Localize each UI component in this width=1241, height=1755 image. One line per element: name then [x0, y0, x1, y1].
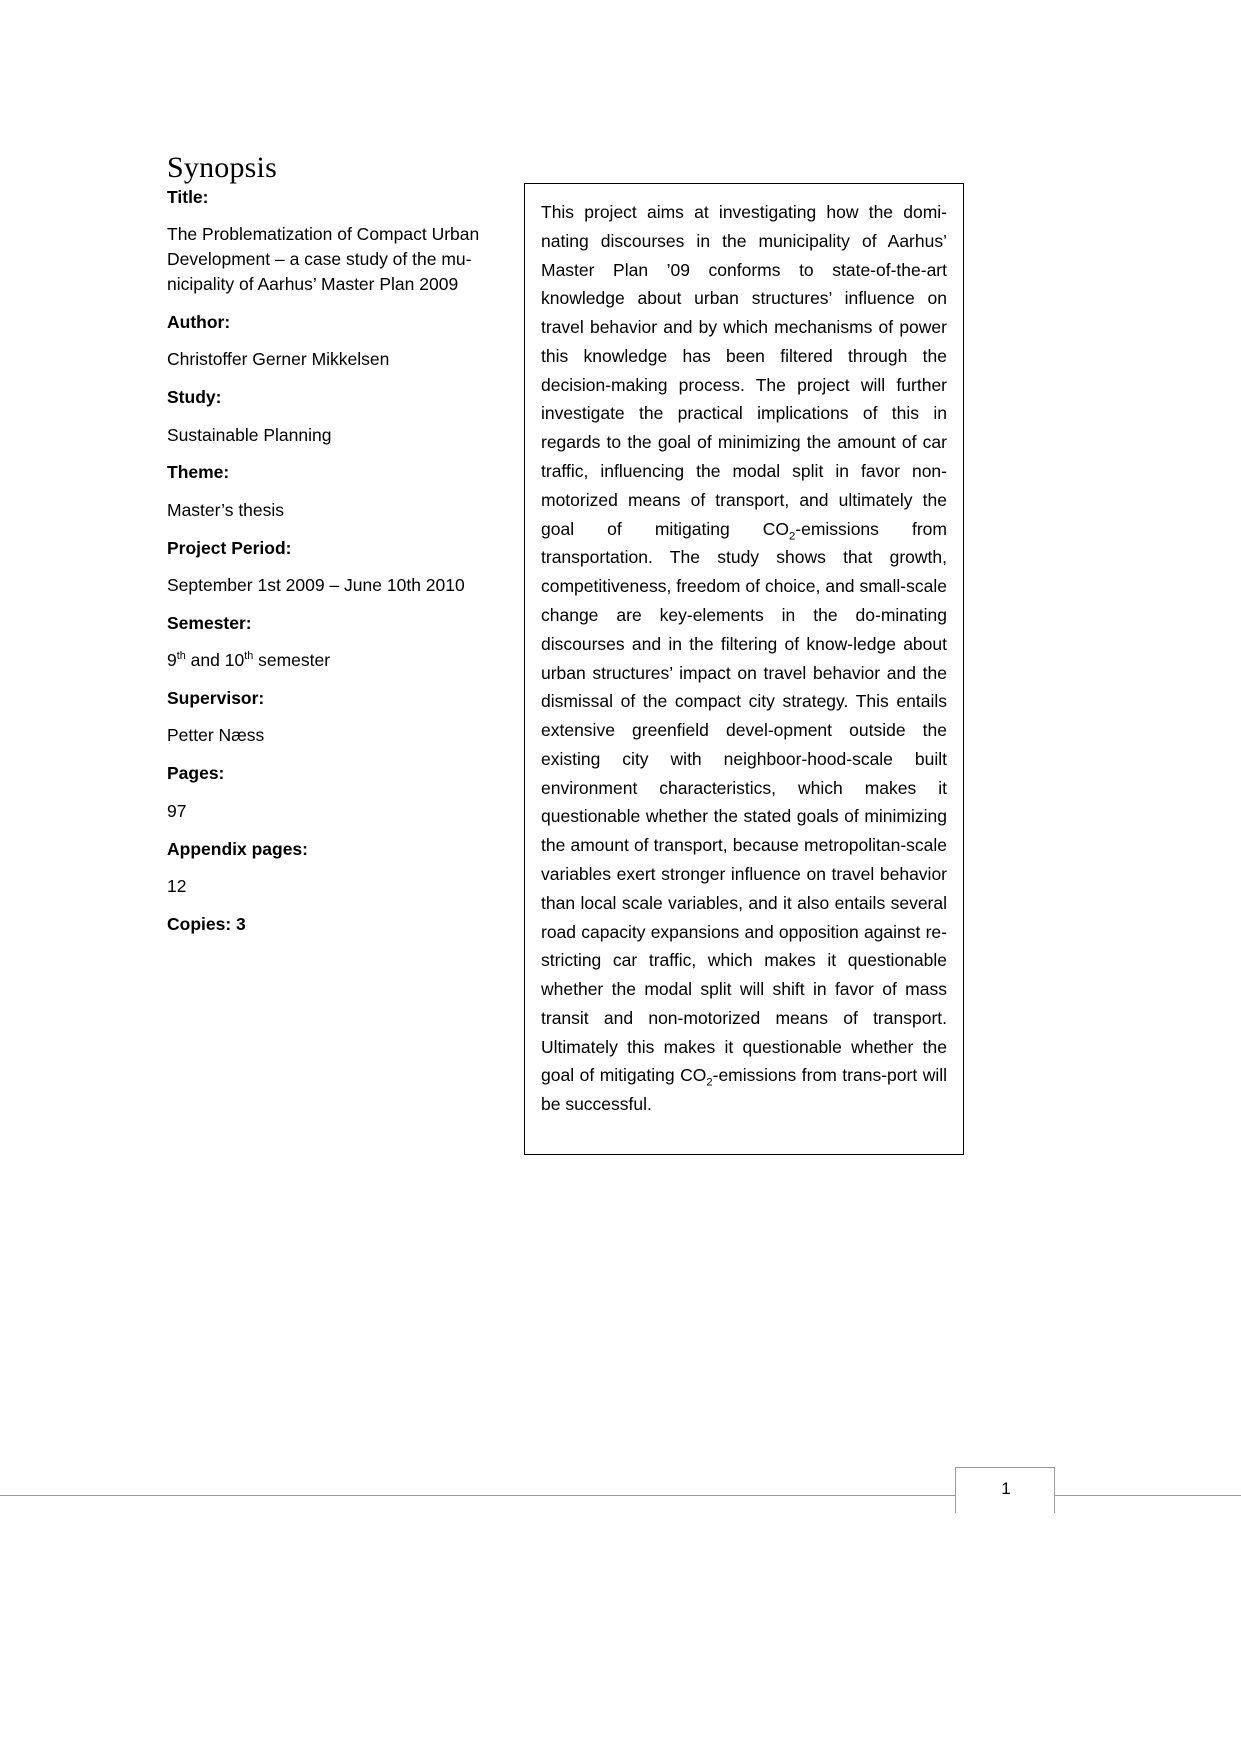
metadata-label-appendix-pages: Appendix pages:	[167, 838, 308, 859]
semester-first-suffix: th	[176, 650, 186, 663]
page-number: 1	[1001, 1479, 1011, 1498]
semester-second-number: 10	[224, 650, 245, 671]
co2-subscript-1: 2	[789, 530, 796, 543]
metadata-label-semester: Semester:	[167, 612, 252, 633]
metadata-value-supervisor: Petter Næss	[167, 725, 265, 746]
abstract-text	[541, 198, 947, 1119]
abstract-inner	[525, 184, 963, 1129]
abstract-segment-2: -emissions from transportation. The study shows that growth, competitiveness, freedom of choice, and small-scale change are key-elements in the do-minating discourses and in the filtering of know-ledge about urban structures’ impact on travel behavior and the dismissal of the compact city strategy. This entails extensive greenfield devel-opment outside the existing city with neighboor-hood-scale built environment characteristics, which makes it questionable whether the stated goals of minimizing the amount of transport, because metropolitan-scale variables exert stronger influence on travel behavior than local scale variables, and it also entails several road capacity expansions and opposition against re-stricting car traffic, which makes it questionable whether the modal split will shift in favor of mass transit and non-motorized means of transport. Ultimately this makes it questionable whether the goal of mitigating CO	[541, 518, 947, 1086]
metadata-value-appendix-pages: 12	[167, 875, 187, 896]
metadata-label-title: Title:	[167, 187, 209, 207]
metadata-value-project-period: September 1st 2009 – June 10th 2010	[167, 575, 465, 596]
footer-divider-left	[0, 1495, 1010, 1496]
metadata-value-study: Sustainable Planning	[167, 424, 332, 445]
metadata-label-supervisor: Supervisor:	[167, 688, 265, 709]
metadata-label-study: Study:	[167, 387, 222, 408]
semester-middle: and	[185, 650, 225, 671]
metadata-copies: Copies: 3	[167, 913, 246, 934]
footer-divider-right	[1055, 1495, 1241, 1496]
metadata-column	[167, 186, 503, 949]
metadata-label-pages: Pages:	[167, 763, 225, 784]
metadata-value-semester	[167, 648, 503, 673]
semester-second-suffix: th	[244, 650, 254, 663]
abstract-segment-1: This project aims at investigating how the domi-nating discourses in the municipality of Aarhus’ Master Plan ’09 conforms to state-of-the-art knowledge about urban structures’ influence on travel behavior and by which mechanisms of power this knowledge has been filtered through the decision-making process. The project will further investigate the practical implications of this in regards to the goal of minimizing the amount of car traffic, influencing the modal split in favor non-motorized means of transport, and ultimately the goal of mitigating CO	[541, 202, 947, 539]
metadata-value-pages: 97	[167, 800, 187, 821]
semester-first-number: 9	[167, 650, 177, 671]
semester-tail: semester	[253, 650, 331, 671]
metadata-label-theme: Theme:	[167, 462, 230, 483]
metadata-value-author: Christoffer Gerner Mikkelsen	[167, 349, 390, 370]
metadata-value-title	[167, 222, 503, 297]
metadata-label-author: Author:	[167, 311, 231, 332]
page-title: Synopsis	[167, 151, 277, 185]
page-number-box	[955, 1467, 1055, 1513]
title-line-2: Development – a case study of the mu-	[167, 249, 472, 270]
title-line-1: The Problematization of Compact Urban	[167, 224, 480, 245]
metadata-value-theme: Master’s thesis	[167, 499, 285, 520]
title-line-3: nicipality of Aarhus’ Master Plan 2009	[167, 274, 459, 295]
abstract-box	[524, 183, 964, 1155]
metadata-label-project-period: Project Period:	[167, 537, 292, 558]
co2-subscript-2: 2	[706, 1076, 713, 1089]
abstract-segment-3: -emissions from trans-port will be successful.	[541, 1065, 947, 1115]
